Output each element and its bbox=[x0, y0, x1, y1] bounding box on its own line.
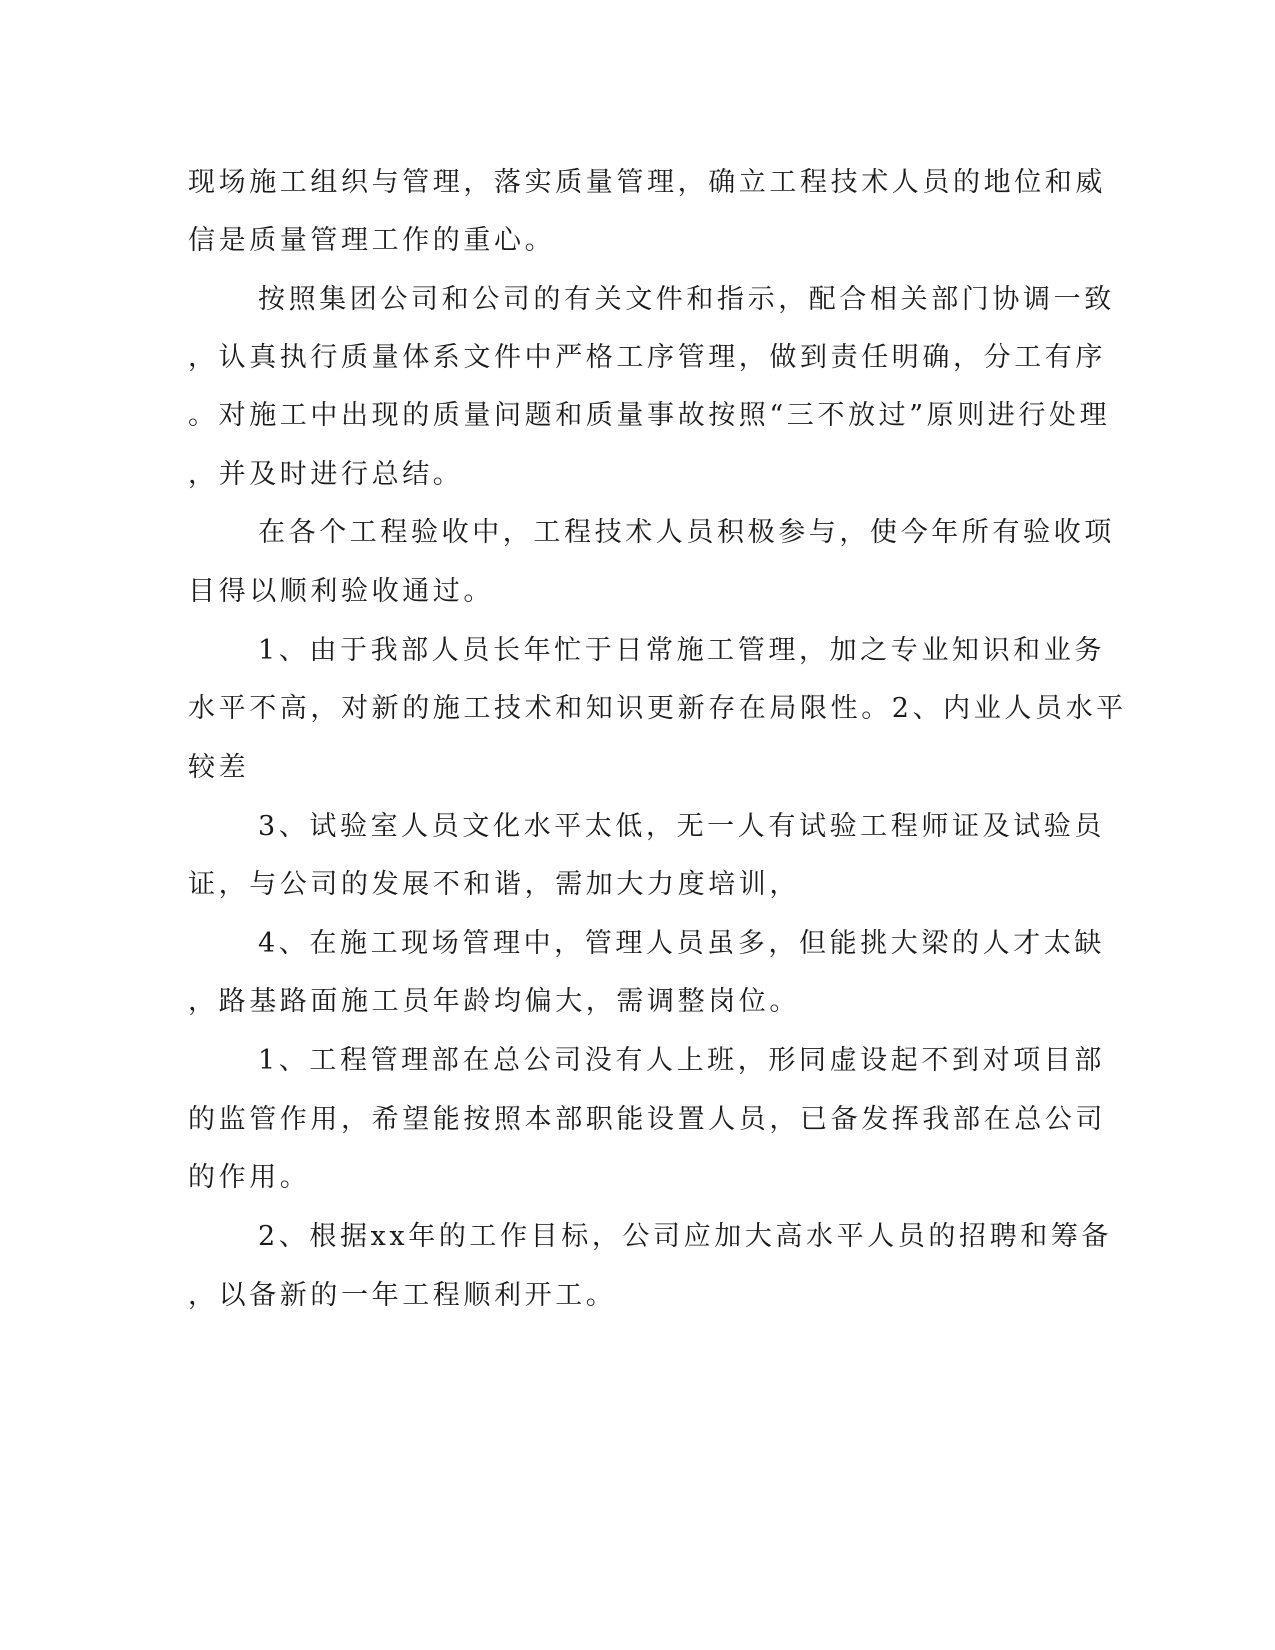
text-line: 4、在施工现场管理中，管理人员虽多，但能挑大梁的人才太缺 bbox=[258, 928, 1105, 959]
text-line: 较差 bbox=[188, 752, 250, 783]
text-line: 1、工程管理部在总公司没有人上班，形同虚设起不到对项目部 bbox=[258, 1045, 1105, 1076]
text-line: 。对施工中出现的质量问题和质量事故按照“三不放过”原则进行处理 bbox=[188, 400, 1111, 431]
text-line: 3、试验室人员文化水平太低，无一人有试验工程师证及试验员 bbox=[258, 811, 1105, 842]
text-line: 信是质量管理工作的重心。 bbox=[188, 225, 556, 256]
text-line: 1、由于我部人员长年忙于日常施工管理，加之专业知识和业务 bbox=[258, 635, 1105, 666]
text-line: 的作用。 bbox=[188, 1162, 311, 1193]
text-line: ，以备新的一年工程顺利开工。 bbox=[188, 1280, 617, 1311]
text-line: 按照集团公司和公司的有关文件和指示，配合相关部门协调一致 bbox=[258, 284, 1115, 315]
text-line: 水平不高，对新的施工技术和知识更新存在局限性。2、内业人员水平 bbox=[188, 693, 1127, 724]
text-line: ，并及时进行总结。 bbox=[188, 459, 464, 490]
text-line: 现场施工组织与管理，落实质量管理，确立工程技术人员的地位和威 bbox=[188, 167, 1106, 198]
text-line: 目得以顺利验收通过。 bbox=[188, 576, 494, 607]
text-line: 2、根据xx年的工作目标，公司应加大高水平人员的招聘和筹备 bbox=[258, 1221, 1113, 1252]
text-line: 的监管作用，希望能按照本部职能设置人员，已备发挥我部在总公司 bbox=[188, 1104, 1106, 1135]
text-line: ，认真执行质量体系文件中严格工序管理，做到责任明确，分工有序 bbox=[188, 342, 1106, 373]
text-line: 在各个工程验收中，工程技术人员积极参与，使今年所有验收项 bbox=[258, 517, 1115, 548]
text-line: ，路基路面施工员年龄均偏大，需调整岗位。 bbox=[188, 986, 800, 1017]
text-line: 证，与公司的发展不和谐，需加大力度培训， bbox=[188, 869, 800, 900]
